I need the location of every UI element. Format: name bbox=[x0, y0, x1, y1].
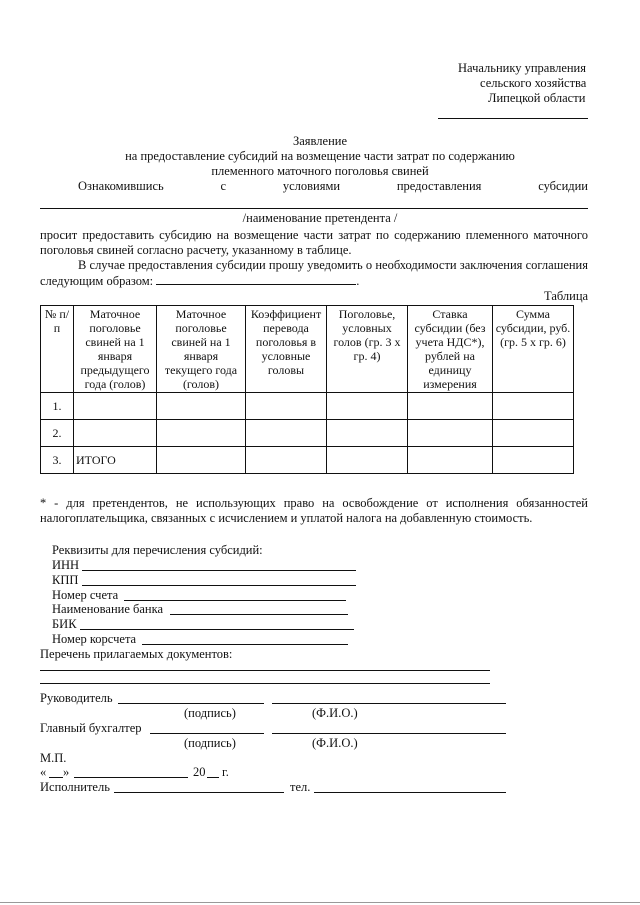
vat-footnote: * - для претендентов, не использующих право на освобождение от исполнения обязанностей налогоплательщика, связанных с исчислением и уплатой налога на добавленную стоимость. bbox=[40, 496, 588, 525]
inn-field[interactable] bbox=[82, 570, 356, 571]
documents-field-1[interactable] bbox=[40, 670, 490, 671]
bik-field[interactable] bbox=[80, 629, 354, 630]
account-field[interactable] bbox=[124, 600, 346, 601]
accountant-name-field[interactable] bbox=[272, 733, 506, 734]
head-name-field[interactable] bbox=[272, 703, 506, 704]
row-sum-cell[interactable] bbox=[493, 420, 574, 447]
table-caption: Таблица bbox=[544, 289, 589, 303]
addressee-line-3: Липецкой области bbox=[488, 91, 586, 105]
table-header-row bbox=[41, 306, 574, 393]
phone-label: тел. bbox=[290, 780, 311, 794]
addressee-line-1: Начальнику управления bbox=[458, 61, 586, 75]
document-title: Заявление bbox=[292, 134, 347, 148]
accountant-signature-field[interactable] bbox=[150, 733, 264, 734]
documents-label: Перечень прилагаемых документов: bbox=[40, 647, 233, 661]
account-label: Номер счета bbox=[52, 588, 119, 602]
row-rate-cell[interactable] bbox=[408, 447, 493, 474]
row-prev-year-cell[interactable] bbox=[74, 393, 157, 420]
col-prev-year-header: Маточное поголовье свиней на 1 января предыдущего года (голов) bbox=[74, 306, 157, 393]
row-current-year-cell[interactable] bbox=[157, 447, 246, 474]
accountant-name-caption: (Ф.И.О.) bbox=[312, 736, 358, 750]
col-coefficient-header: Коэффициент перевода поголовья в условные головы bbox=[246, 306, 327, 393]
row-number: 3. bbox=[41, 447, 74, 474]
date-month-field[interactable] bbox=[74, 777, 188, 778]
phone-field[interactable] bbox=[314, 792, 506, 793]
row-sum-cell[interactable] bbox=[493, 393, 574, 420]
row-current-year-cell[interactable] bbox=[157, 393, 246, 420]
col-number-header: № п/п bbox=[41, 306, 74, 393]
accountant-sign-caption: (подпись) bbox=[184, 736, 236, 750]
notify-text-end: . bbox=[356, 274, 360, 288]
head-label: Руководитель bbox=[40, 691, 113, 705]
date-open-quote: « bbox=[40, 765, 47, 779]
row-number: 1. bbox=[41, 393, 74, 420]
row-coefficient-cell[interactable] bbox=[246, 393, 327, 420]
bik-label: БИК bbox=[52, 617, 77, 631]
accountant-label: Главный бухгалтер bbox=[40, 721, 142, 735]
executor-label: Исполнитель bbox=[40, 780, 110, 794]
table-row bbox=[41, 420, 574, 447]
row-current-year-cell[interactable] bbox=[157, 420, 246, 447]
col-current-year-header: Маточное поголовье свиней на 1 января текущего года (голов) bbox=[157, 306, 246, 393]
claimant-caption: /наименование претендента / bbox=[242, 211, 398, 225]
intro-word-4: предоставления bbox=[396, 179, 482, 193]
bank-label: Наименование банка bbox=[52, 602, 164, 616]
addressee-line-2: сельского хозяйства bbox=[480, 76, 587, 90]
row-sum-cell[interactable] bbox=[493, 447, 574, 474]
row-rate-cell[interactable] bbox=[408, 420, 493, 447]
intro-word-2: с bbox=[220, 179, 227, 193]
col-sum-header: Сумма субсидии, руб. (гр. 5 х гр. 6) bbox=[493, 306, 574, 393]
executor-name-field[interactable] bbox=[114, 792, 284, 793]
date-close-quote: » bbox=[63, 765, 70, 779]
kpp-label: КПП bbox=[52, 573, 79, 587]
intro-word-3: условиями bbox=[282, 179, 341, 193]
col-rate-header: Ставка субсидии (без учета НДС*), рублей на единицу измерения bbox=[408, 306, 493, 393]
seal-label: М.П. bbox=[40, 751, 67, 765]
corr-account-field[interactable] bbox=[142, 644, 348, 645]
corr-account-label: Номер корсчета bbox=[52, 632, 137, 646]
date-day-field[interactable] bbox=[49, 777, 63, 778]
col-conditional-heads-header: Поголовье, условных голов (гр. 3 х гр. 4) bbox=[327, 306, 408, 393]
claimant-name-field[interactable] bbox=[40, 208, 588, 209]
intro-word-5: субсидии bbox=[538, 179, 588, 193]
row-conditional-heads-cell[interactable] bbox=[327, 420, 408, 447]
row-conditional-heads-cell[interactable] bbox=[327, 447, 408, 474]
documents-field-2[interactable] bbox=[40, 683, 490, 684]
row-total-label: ИТОГО bbox=[74, 447, 157, 474]
row-prev-year-cell[interactable] bbox=[74, 420, 157, 447]
requisites-heading: Реквизиты для перечисления субсидий: bbox=[52, 543, 263, 557]
notify-paragraph bbox=[40, 258, 588, 289]
document-subtitle-line-1: на предоставление субсидий на возмещение части затрат по содержанию bbox=[125, 149, 515, 163]
subsidy-table bbox=[40, 305, 574, 474]
request-paragraph: просит предоставить субсидию на возмещение части затрат по содержанию племенного маточного поголовья свиней согласно расчету, указанному в таблице. bbox=[40, 228, 588, 257]
intro-line bbox=[78, 179, 588, 194]
head-signature-field[interactable] bbox=[118, 703, 264, 704]
row-rate-cell[interactable] bbox=[408, 393, 493, 420]
table-row bbox=[41, 393, 574, 420]
addressee-signature-line bbox=[438, 118, 588, 119]
inn-label: ИНН bbox=[52, 558, 80, 572]
date-year-field[interactable] bbox=[207, 777, 219, 778]
notify-method-field[interactable] bbox=[156, 273, 356, 285]
date-year-suffix: г. bbox=[222, 765, 229, 779]
intro-word-1: Ознакомившись bbox=[78, 179, 164, 193]
head-name-caption: (Ф.И.О.) bbox=[312, 706, 358, 720]
notify-text: В случае предоставления субсидии прошу уведомить о необходимости заключения соглашения следующим образом: bbox=[40, 258, 588, 288]
table-row-total bbox=[41, 447, 574, 474]
head-sign-caption: (подпись) bbox=[184, 706, 236, 720]
page-bottom-edge bbox=[0, 902, 640, 903]
row-conditional-heads-cell[interactable] bbox=[327, 393, 408, 420]
date-year-prefix: 20 bbox=[193, 765, 206, 779]
row-number: 2. bbox=[41, 420, 74, 447]
document-subtitle-line-2: племенного маточного поголовья свиней bbox=[211, 164, 429, 178]
kpp-field[interactable] bbox=[82, 585, 356, 586]
bank-field[interactable] bbox=[170, 614, 348, 615]
row-coefficient-cell[interactable] bbox=[246, 447, 327, 474]
row-coefficient-cell[interactable] bbox=[246, 420, 327, 447]
